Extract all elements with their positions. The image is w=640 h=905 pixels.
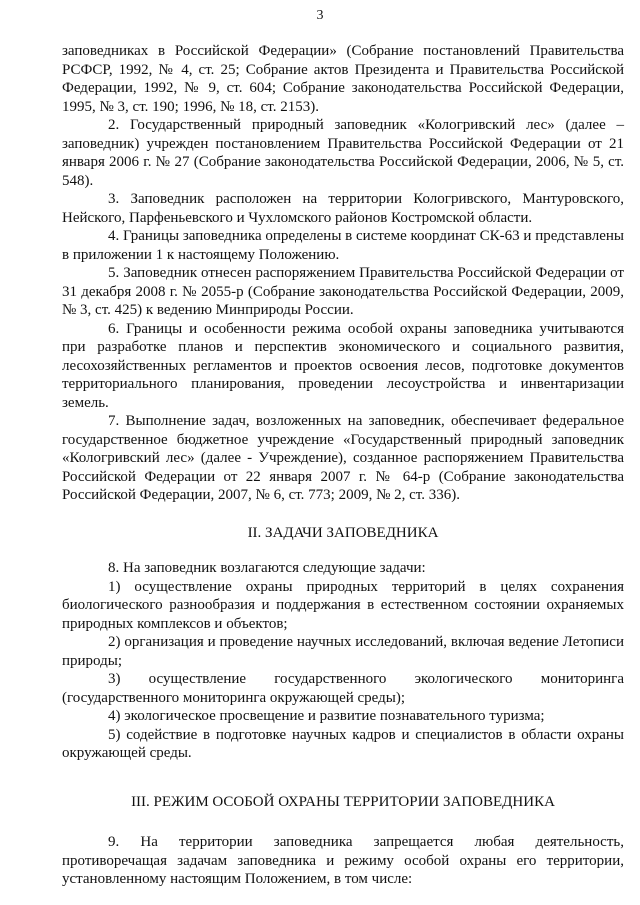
paragraph-4: 4. Границы заповедника определены в системе координат СК-63 и представлены в приложении 1 к настоящему Положению. [62, 228, 624, 263]
paragraph-9: 9. На территории заповедника запрещается любая деятельность, противоречащая задачам заповедника и режиму особой охраны его территории, установленному настоящим Положением, в том числе: [62, 834, 624, 887]
task-item-3: 3) осуществление государственного экологического мониторинга (государственного мониторинга окружающей среды); [62, 671, 624, 706]
page-number: 3 [316, 8, 324, 23]
paragraph-8: 8. На заповедник возлагаются следующие задачи: [108, 560, 426, 576]
paragraph-2: 2. Государственный природный заповедник «Кологривский лес» (далее – заповедник) учрежден постановлением Правительства Российской Федерации от 21 января 2006 г. № 27 (Собрание законодательства Российской Федерации, 2006, № 5, ст. 548). [62, 117, 624, 189]
paragraph-3: 3. Заповедник расположен на территории Кологривского, Мантуровского, Нейского, Парфеньевского и Чухломского районов Костромской области. [62, 191, 624, 226]
paragraph-continuation: заповедниках в Российской Федерации» (Собрание постановлений Правительства РСФСР, 1992, № 4, ст. 25; Собрание актов Президента и Правительства Российской Федерации, 1992, № 9, ст. 604; Собрание законодательства Российской Федерации, 1995, № 3, ст. 190; 1996, № 18, ст. 2153). [62, 43, 624, 115]
paragraph-7: 7. Выполнение задач, возложенных на заповедник, обеспечивает федеральное государственное бюджетное учреждение «Государственный природный заповедник «Кологривский лес» (далее - Учреждение), созданное распоряжением Правительства Российской Федерации от 22 января 2007 г. № 64-р (Собрание законодательства Российской Федерации, 2007, № 6, ст. 773; 2009, № 2, ст. 336). [62, 413, 624, 503]
section-heading-regime: III. РЕЖИМ ОСОБОЙ ОХРАНЫ ТЕРРИТОРИИ ЗАПОВЕДНИКА [131, 793, 555, 810]
paragraph-5: 5. Заповедник отнесен распоряжением Правительства Российской Федерации от 31 декабря 2008 г. № 2055-р (Собрание законодательства Российской Федерации, 2009, № 3, ст. 425) к ведению Минприроды России. [62, 265, 624, 318]
task-item-5: 5) содействие в подготовке научных кадров и специалистов в области охраны окружающей среды. [62, 726, 624, 761]
document-body [62, 42, 624, 889]
paragraph-6: 6. Границы и особенности режима особой охраны заповедника учитываются при разработке планов и перспектив экономического и социального развития, лесохозяйственных регламентов и проектов освоения лесов, подготовке документов территориального планирования, проведении лесоустройства и инвентаризации земель. [62, 320, 624, 411]
task-item-2: 2) организация и проведение научных исследований, включая ведение Летописи природы; [62, 634, 624, 669]
section-heading-tasks: II. ЗАДАЧИ ЗАПОВЕДНИКА [247, 524, 439, 541]
task-item-1: 1) осуществление охраны природных территорий в целях сохранения биологического разнообразия и поддержания в естественном состоянии охраняемых природных комплексов и объектов; [62, 578, 624, 632]
task-item-4: 4) экологическое просвещение и развитие познавательного туризма; [108, 708, 545, 724]
